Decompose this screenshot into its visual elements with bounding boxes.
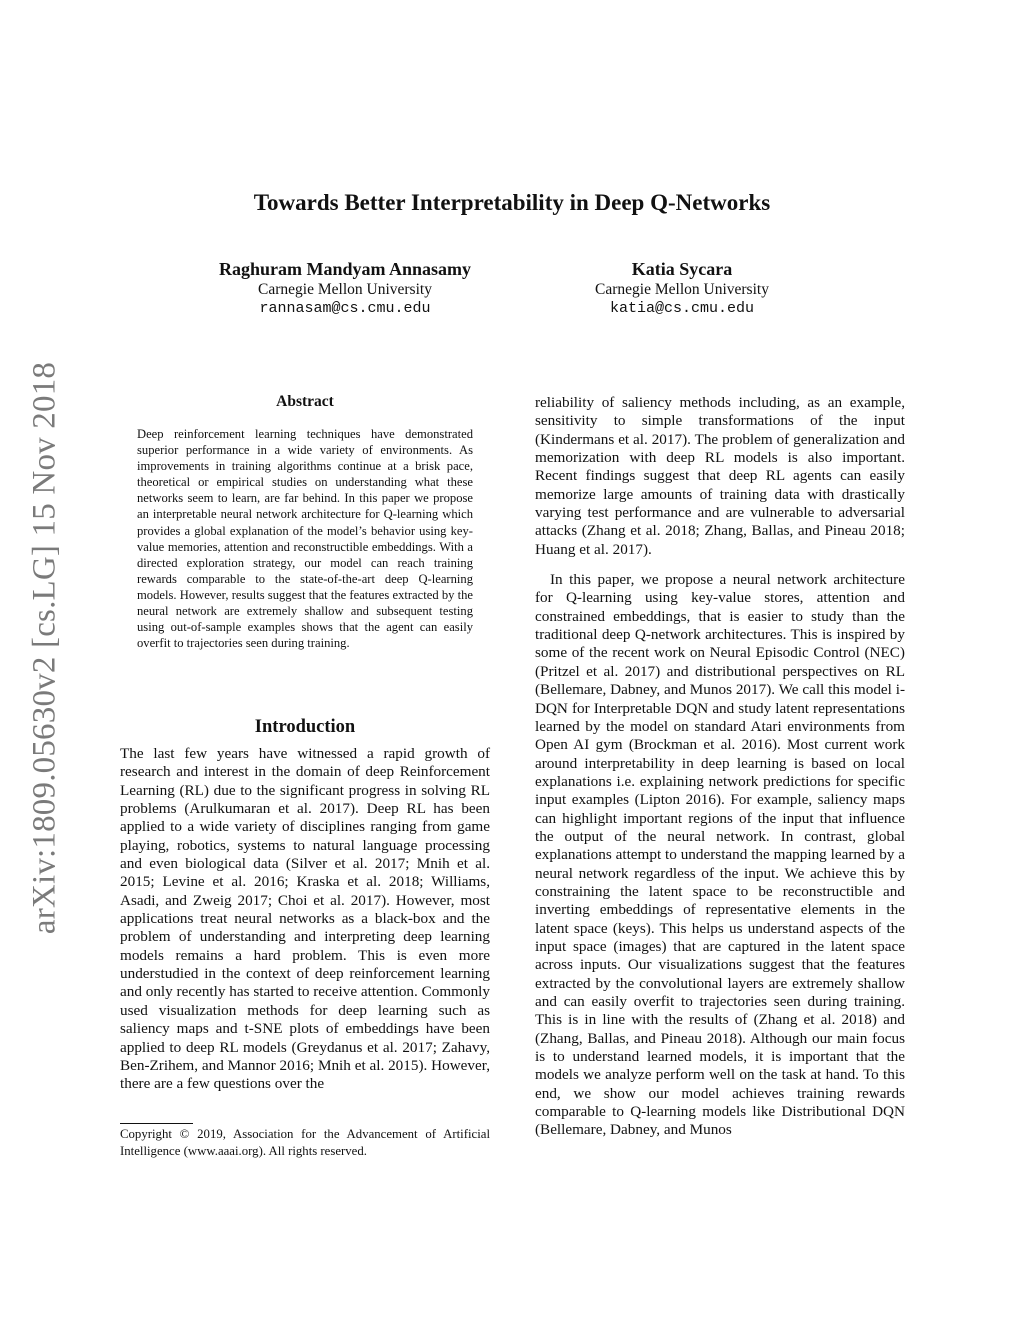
paper-title: Towards Better Interpretability in Deep Q-Networks [253, 190, 771, 215]
author-email: katia@cs.cmu.edu [609, 300, 755, 317]
abstract-text: Deep reinforcement learning techniques have demonstrated superior performance in a wide variety of environments. As improvements in training algorithms continue at a brisk pace, theoretical or empirical studies on understanding what these networks seem to learn, are far behind. In this paper we propose an interpretable neural network architecture for Q-learning which provides a global explanation of the model’s behavior using key-value memories, attention and reconstructible embeddings. With a directed exploration strategy, our model can reach training rewards comparable to the state-of-the-art deep Q-learning models. However, results suggest that the features extracted by the neural network are extremely shallow and subsequent testing using out-of-sample examples shows that the agent can easily overfit to trajectories seen during training. [137, 427, 473, 651]
introduction-text: The last few years have witnessed a rapid growth of research and interest in the domain of deep Reinforcement Learning (RL) due to the significant progress in solving RL problems (Arulkumaran et al. 2017). Deep RL has been applied to a wide variety of disciplines ranging from game playing, robotics, systems to natural language processing and even biological data (Silver et al. 2017; Mnih et al. 2015; Levine et al. 2016; Kraska et al. 2018; Williams, Asadi, and Zweig 2017; Choi et al. 2017). However, most applications treat neural networks as a black-box and the problem of understanding and interpreting deep learning models remains a hard problem. This is even more understudied in the context of deep reinforcement learning and only recently has started to receive attention. Commonly used visualization methods for deep learning such as saliency maps and t-SNE plots of embeddings have been applied to deep RL models (Greydanus et al. 2017; Zahavy, Ben-Zrihem, and Mannor 2016; Mnih et al. 2015). However, there are a few questions over the [120, 745, 490, 1093]
author-name: Raghuram Mandyam Annasamy [218, 259, 472, 279]
author-email: rannasam@cs.cmu.edu [259, 300, 431, 317]
author-affiliation: Carnegie Mellon University [258, 281, 432, 298]
copyright-footnote: Copyright © 2019, Association for the Advancement of Artificial Intelligence (www.aaai.org). All rights reserved. [120, 1127, 490, 1158]
right-column [535, 394, 905, 1140]
author-block-1 [180, 258, 510, 318]
footnote-divider [120, 1123, 193, 1124]
author-affiliation: Carnegie Mellon University [595, 281, 769, 298]
arxiv-identifier-stamp: arXiv:1809.05630v2 [cs.LG] 15 Nov 2018 [26, 361, 63, 935]
introduction-heading: Introduction [254, 717, 356, 737]
right-column-paragraph-1: reliability of saliency methods including, as an example, sensitivity to simple transformations of the input (Kindermans et al. 2017). The problem of generalization and memorization with deep RL models is also important. Recent findings suggest that deep RL agents can easily memorize large amounts of training data with drastically varying test performance and are vulnerable to adversarial attacks (Zhang et al. 2018; Zhang, Ballas, and Pineau 2018; Huang et al. 2017). [535, 394, 905, 558]
right-column-paragraph-2: In this paper, we propose a neural network architecture for Q-learning using key-value stores, attention and constrained embeddings, that is easier to study than the traditional deep Q-network architectures. This is inspired by some of the recent work on Neural Episodic Control (NEC) (Pritzel et al. 2017) and distributional perspectives on RL (Bellemare, Dabney, and Munos 2017). We call this model i-DQN for Interpretable DQN and study latent representations learned by the model on standard Atari environments from Open AI gym (Brockman et al. 2016). Most current work around interpretability in deep learning is based on local explanations i.e. explaining network predictions for specific input examples (Lipton 2016). For example, saliency maps can highlight important regions of the input that influence the output of the neural network. In contrast, global explanations attempt to understand the mapping learned by a neural network regardless of the input. We achieve this by constraining the latent space to be reconstructible and inverting embeddings of representative elements in the latent space (keys). This helps us understand aspects of the input space (images) that are captured in the latent space across inputs. Our visualizations suggest that the features extracted by the convolutional layers are extremely shallow and can easily overfit to trajectories seen during training. This is in line with the results of (Zhang et al. 2018) and (Zhang, Ballas, and Pineau 2018). Although our main focus is to understand learned models, it is important that the models we analyze perform well on the task at hand. To this end, we show our model achieves training rewards comparable to Q-learning models like Distributional DQN (Bellemare, Dabney, and Munos [535, 571, 905, 1139]
abstract-heading: Abstract [276, 393, 334, 410]
author-block-2 [517, 258, 847, 318]
author-name: Katia Sycara [631, 259, 733, 279]
